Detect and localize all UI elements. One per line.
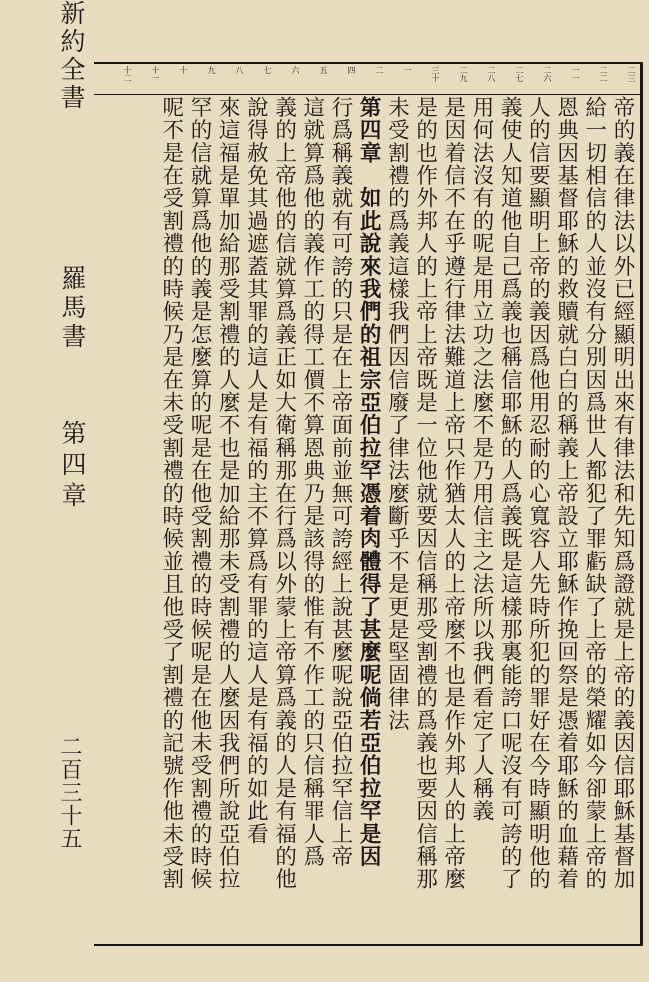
- verse-marker: 二九: [459, 66, 468, 82]
- running-head-book-name: 羅馬書: [58, 265, 87, 352]
- verse-marker: 七: [263, 66, 272, 74]
- text-column: 來這福是單加給那受割禮的人麼不也是加給那未受割禮的人麼因我們所說亞伯拉: [215, 96, 241, 891]
- verse-number-strip: [94, 64, 640, 95]
- text-column: 人的信要顯明上帝的義因爲他用忍耐的心寬容人先時所犯的罪好在今時顯明他的: [525, 96, 551, 891]
- text-column: 恩典因基督耶穌的救贖就白白的稱義上帝設立耶穌作挽回祭是憑着耶穌的血藉着: [553, 96, 579, 891]
- text-column: 是因着信不在乎遵行律法難道上帝只作猶太人的上帝麼不也是作外邦人的上帝麼: [440, 96, 466, 891]
- verse-marker: 五: [319, 66, 328, 74]
- running-head-book-title: 新約全書: [57, 0, 86, 112]
- text-column: 給一切相信的人並沒有分別因爲世人都犯了罪虧缺了上帝的榮耀如今卻蒙上帝的: [581, 96, 607, 891]
- verse-marker: 十二: [123, 66, 132, 82]
- text-column: 罕的信就算爲他的義是怎麼算的呢是在他受割禮的時候呢是在他未受割禮的時候: [186, 96, 212, 891]
- verse-marker: 十: [179, 66, 188, 74]
- text-column: 說得赦免其過遮蓋其罪的這人是有福的主不算爲有罪的這人是有福的如此看: [243, 96, 269, 846]
- verse-marker: 三十: [431, 66, 440, 82]
- verse-marker: 十一: [151, 66, 160, 82]
- text-column: 是的也作外邦人的上帝上帝既是一位他就要因信稱那受割禮的爲義也要因信稱那: [412, 96, 438, 891]
- text-column: 這就算爲他的義作工的得工價不算恩典乃是該得的惟有不作工的只信稱罪人爲: [299, 96, 325, 868]
- verse-marker: 二: [375, 66, 384, 74]
- text-column: 用何法沒有的呢是用立功之法麼不是乃用信主之法所以我們看定了人稱義: [468, 96, 494, 823]
- running-head-chapter: 第四章: [58, 420, 87, 513]
- text-column: 呢不是在受割禮的時候乃是在未受割禮的時候並且他受了割禮的記號作他未受割: [158, 96, 184, 891]
- verse-marker: 六: [291, 66, 300, 74]
- verse-marker: 一一: [571, 66, 580, 82]
- verse-marker: 二六: [543, 66, 552, 82]
- verse-marker: 二三: [627, 66, 636, 82]
- verse-marker: 九: [207, 66, 216, 74]
- text-column: 帝的義在律法以外已經顯明出來有律法和先知爲證就是上帝的義因信耶穌基督加: [610, 96, 635, 891]
- text-column: 未受割禮的爲義這樣我們因信廢了律法麼斷乎不是更是堅固律法: [384, 96, 410, 732]
- verse-marker: 四: [347, 66, 356, 74]
- verse-marker: 一: [403, 66, 412, 74]
- verse-marker: 二八: [487, 66, 496, 82]
- chapter-heading-column: 第四章 如此說來我們的祖宗亞伯拉罕憑着肉體得了甚麼呢倘若亞伯拉罕是因: [356, 96, 382, 868]
- verse-marker: 二二: [599, 66, 608, 82]
- text-column: 義使人知道他自己爲義也稱信耶穌的人爲義既是這樣那裏能誇口呢沒有可誇的了: [497, 96, 523, 891]
- text-column: 行爲稱義就有可誇的只是在上帝面前並無可誇經上說甚麼呢說亞伯拉罕信上帝: [327, 96, 353, 868]
- text-column: 義的上帝他的信就算爲義正如大衛稱那在行爲以外蒙上帝算爲義的人是有福的他: [271, 96, 297, 891]
- verse-marker: 八: [235, 66, 244, 74]
- verse-marker: 二七: [515, 66, 524, 82]
- body-text: [96, 96, 636, 936]
- page-number: 二百三十五: [57, 735, 82, 850]
